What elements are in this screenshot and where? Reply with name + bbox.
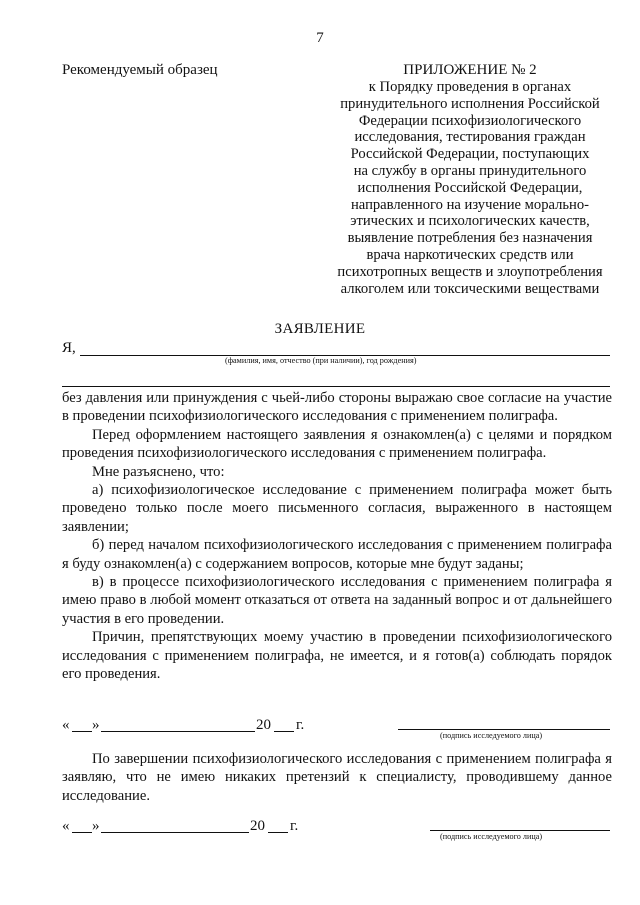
day-field-line[interactable] [72,731,92,732]
date-open-quote: « [62,717,70,733]
signature-line[interactable] [430,830,610,831]
appendix-line: на службу в органы принудительного [353,162,587,179]
appendix-line: этических и психологических качеств, [350,213,590,230]
signature-line[interactable] [398,729,610,730]
explained-item-a: а) психофизиологическое исследование с применением полиграфа может быть проведено только после моего письменного согласия, выраженного в настоящем заявлении; [62,482,612,535]
month-field-line[interactable] [101,731,255,732]
appendix-line: психотропных веществ и злоупотребления [337,263,603,280]
appendix-line: Федерации психофизиологического [358,112,582,129]
appendix-line: алкоголем или токсическими веществами [340,280,600,297]
year-prefix: 20 [256,717,271,733]
appendix-line: к Порядку проведения в органах [368,79,572,95]
consent-paragraph: без давления или принуждения с чьей-либо стороны выражаю свое согласие на участие в проведении психофизиологического исследования с применением полиграфа. [62,390,612,425]
signature-caption: (подпись исследуемого лица) [440,731,543,740]
appendix-title: ПРИЛОЖЕНИЕ № 2 [403,62,537,78]
ya-label: Я, [62,340,76,356]
year-field-line[interactable] [268,832,288,833]
fio-continuation-line[interactable] [62,386,610,387]
fio-caption: (фамилия, имя, отчество (при наличии), год рождения) [225,356,417,365]
recommended-sample-label: Рекомендуемый образец [62,62,218,78]
year-prefix: 20 [250,818,265,834]
explained-item-b: б) перед началом психофизиологического исследования с применением полиграфа я буду ознакомлен(а) с содержанием вопросов, которые мне будут заданы; [62,537,612,572]
date-open-quote: « [62,818,70,834]
appendix-line: принудительного исполнения Российской [340,95,600,112]
year-field-line[interactable] [274,731,294,732]
month-field-line[interactable] [101,832,249,833]
statement-heading: ЗАЯВЛЕНИЕ [274,321,366,337]
appendix-line: Российской Федерации, поступающих [350,146,590,163]
day-field-line[interactable] [72,832,92,833]
date-close-quote: » [92,717,100,733]
statement-body [62,389,612,684]
no-obstacles-paragraph: Причин, препятствующих моему участию в проведении психофизиологического исследования с применением полиграфа, не имеется, и я готов(а) соблюдать порядок его проведения. [62,629,612,683]
page-number: 7 [316,30,324,46]
appendix-line: исследования, тестирования граждан [354,129,586,146]
appendix-line: исполнения Российской Федерации, [357,179,583,196]
date-close-quote: » [92,818,100,834]
appendix-line: врача наркотических средств или [366,246,574,263]
appendix-line: направленного на изучение морально- [350,196,590,213]
signature-caption: (подпись исследуемого лица) [440,832,543,841]
explained-item-c: в) в процессе психофизиологического исследования с применением полиграфа я имею право в любой момент отказаться от ответа на заданный вопрос и от дальнейшего участия в его проведении. [62,574,612,627]
acquainted-paragraph: Перед оформлением настоящего заявления я ознакомлен(а) с целями и порядком проведения психофизиологического исследования с применением полиграфа. [62,426,612,462]
year-suffix: г. [290,818,299,834]
appendix-line: выявление потребления без назначения [347,230,593,247]
final-paragraph: По завершении психофизиологического исследования с применением полиграфа я заявляю, что не имею никаких претензий к специалисту, проводившему данное исследование. [62,751,612,804]
appendix-description [324,79,616,297]
year-suffix: г. [296,717,305,733]
explained-intro: Мне разъяснено, что: [92,463,225,480]
